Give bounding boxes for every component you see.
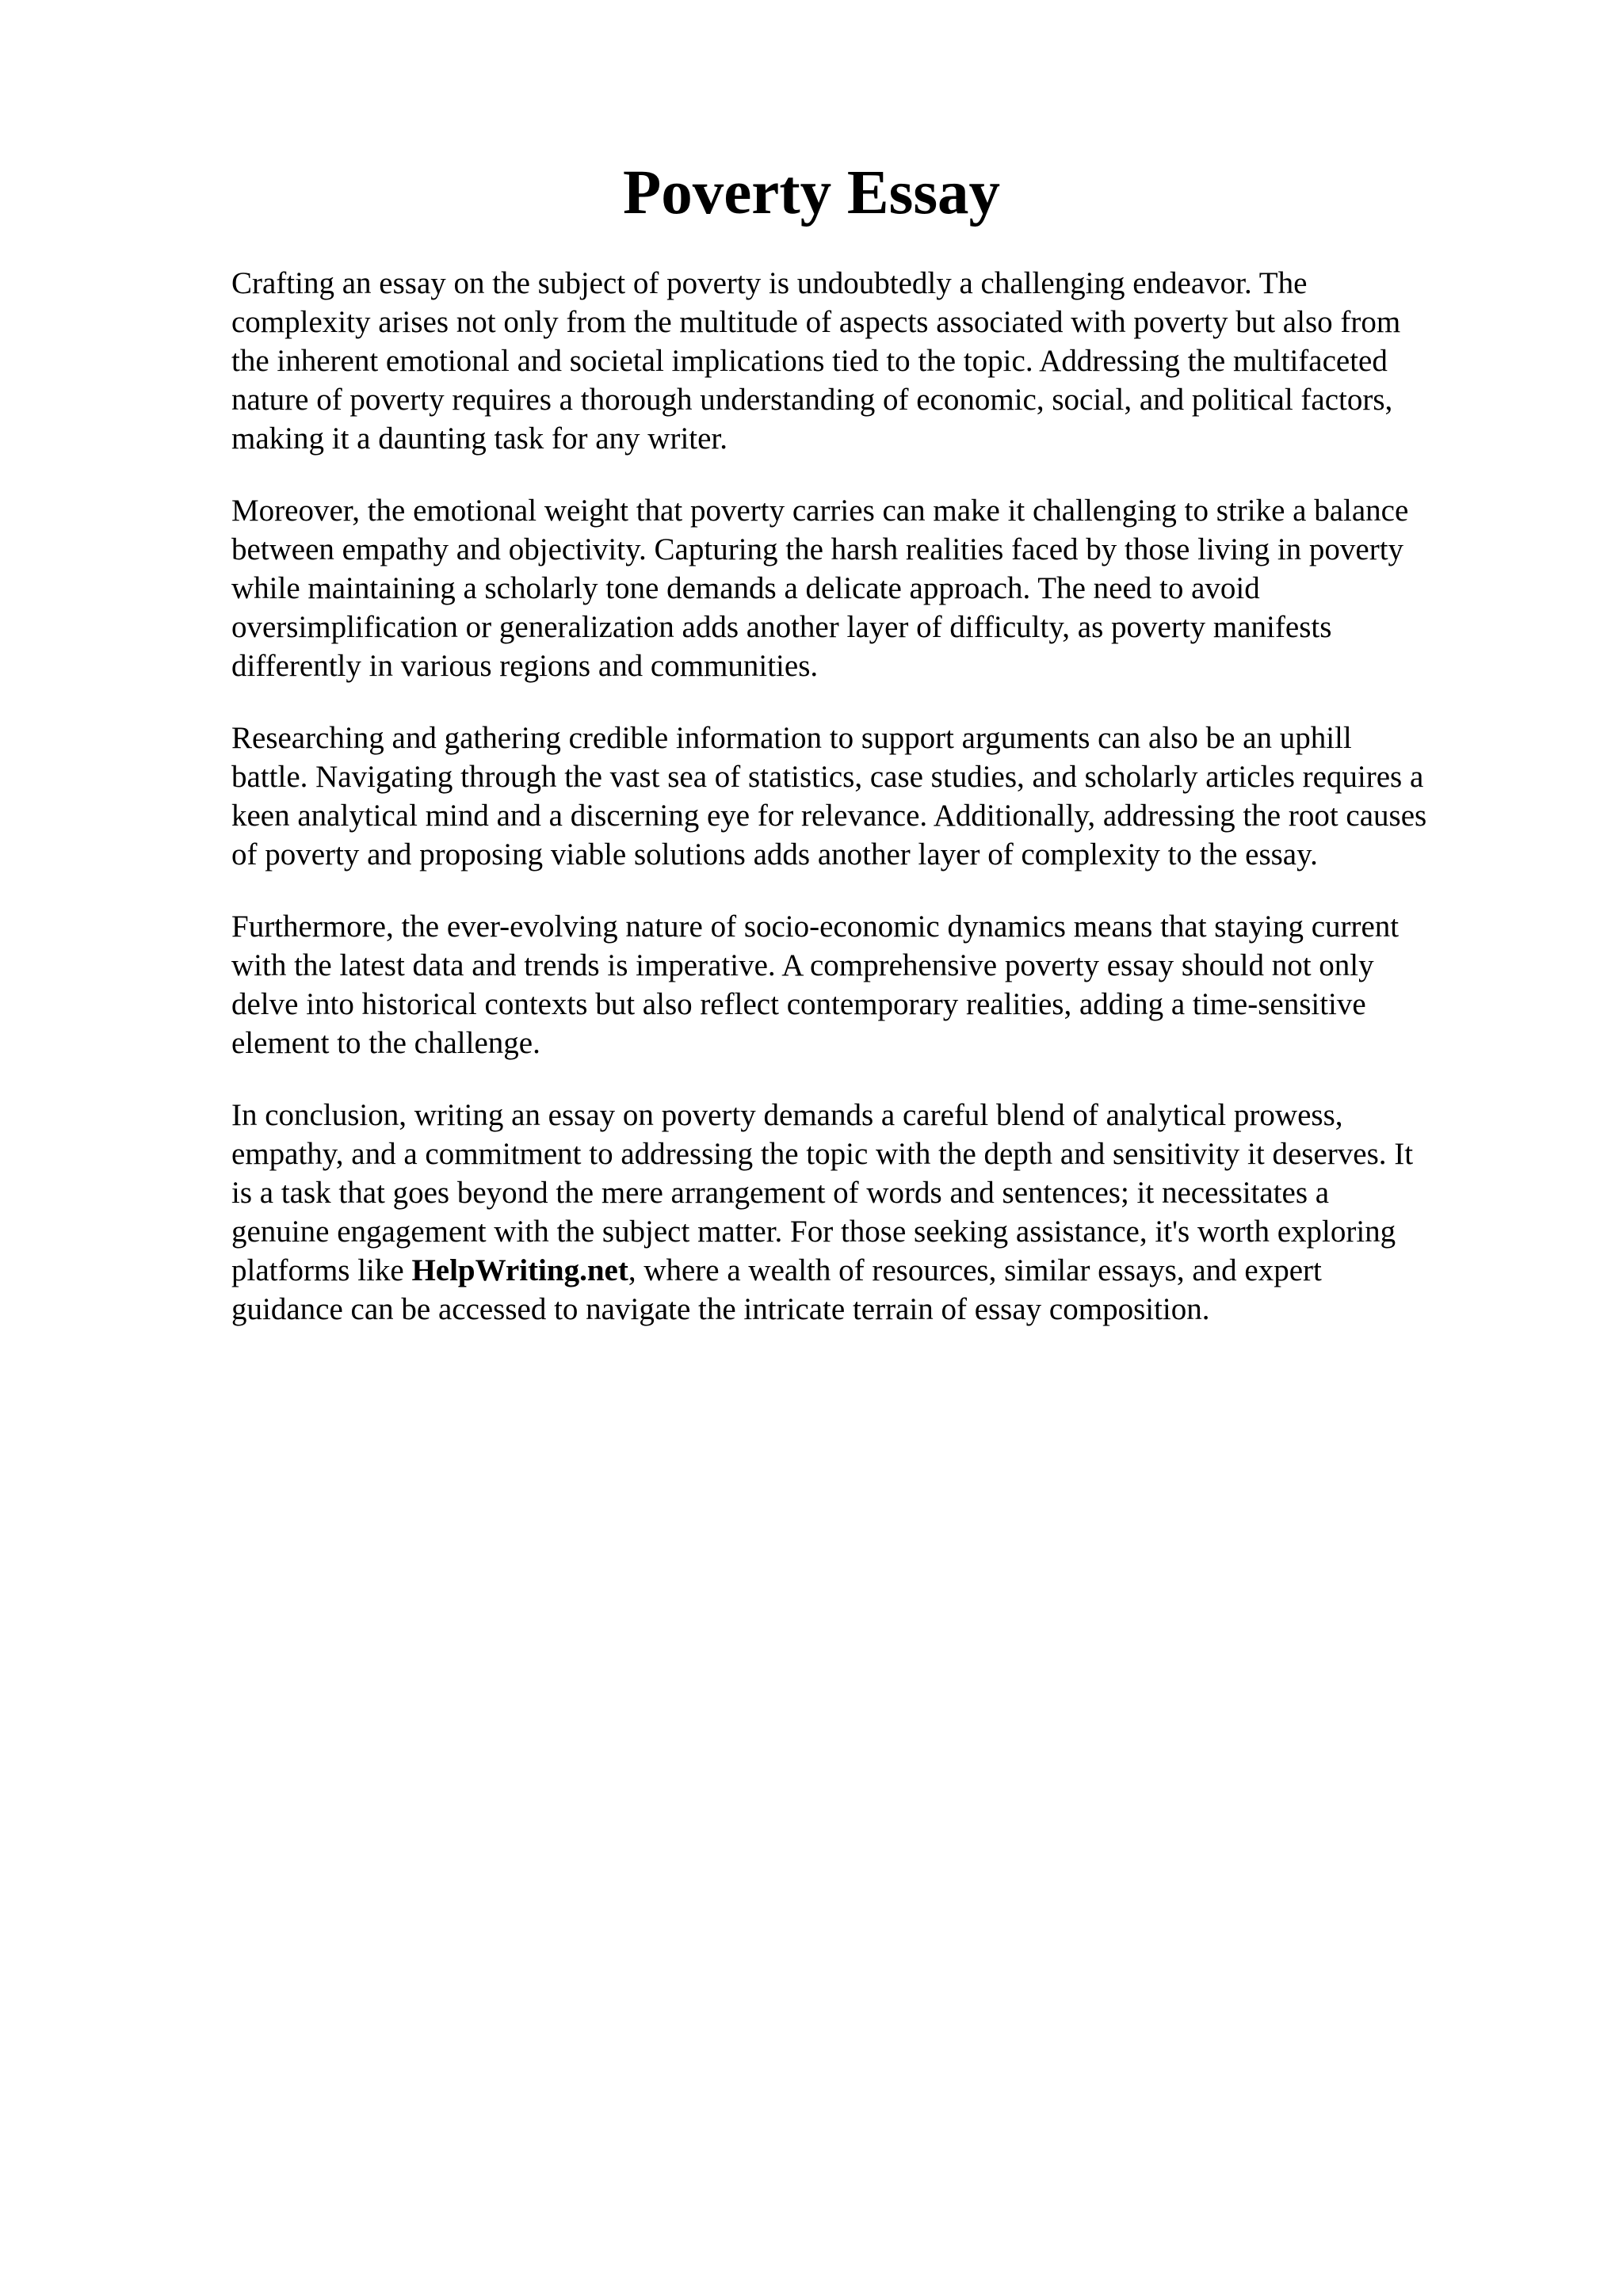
text-line: differently in various regions and communities. <box>231 649 819 683</box>
text-line: with the latest data and trends is imperative. A comprehensive poverty essay should not only <box>231 948 1374 982</box>
text-line: Moreover, the emotional weight that poverty carries can make it challenging to strike a balance <box>231 494 1409 528</box>
text-line: guidance can be accessed to navigate the intricate terrain of essay composition. <box>231 1292 1210 1326</box>
text-line-with-link <box>231 1251 1515 1290</box>
text-line: In conclusion, writing an essay on poverty demands a careful blend of analytical prowess, <box>231 1098 1343 1132</box>
text-line: genuine engagement with the subject matter. For those seeking assistance, it's worth exploring <box>231 1215 1396 1249</box>
text-line: while maintaining a scholarly tone demands a delicate approach. The need to avoid <box>231 571 1260 605</box>
text-line: battle. Navigating through the vast sea of statistics, case studies, and scholarly articles requires a <box>231 760 1424 794</box>
paragraph-2 <box>231 491 1515 685</box>
paragraph-5 <box>231 1096 1515 1329</box>
text-line: element to the challenge. <box>231 1026 540 1060</box>
paragraph-3 <box>231 719 1515 874</box>
text-line: empathy, and a commitment to addressing the topic with the depth and sensitivity it deserves. It <box>231 1137 1414 1171</box>
link-prefix-text: platforms like <box>231 1253 412 1287</box>
paragraph-1 <box>231 264 1515 458</box>
text-line: Furthermore, the ever-evolving nature of socio-economic dynamics means that staying current <box>231 910 1400 944</box>
text-line: delve into historical contexts but also reflect contemporary realities, adding a time-sensitive <box>231 987 1366 1021</box>
text-line: keen analytical mind and a discerning eye for relevance. Additionally, addressing the root causes <box>231 799 1427 833</box>
page-title: Poverty Essay <box>622 158 1001 227</box>
text-line: making it a daunting task for any writer. <box>231 421 728 456</box>
text-line: between empathy and objectivity. Capturing the harsh realities faced by those living in poverty <box>231 532 1404 566</box>
text-line: oversimplification or generalization adds another layer of difficulty, as poverty manifests <box>231 610 1332 644</box>
text-line: is a task that goes beyond the mere arrangement of words and sentences; it necessitates a <box>231 1176 1330 1210</box>
text-line: of poverty and proposing viable solutions adds another layer of complexity to the essay. <box>231 837 1318 871</box>
essay-body <box>231 264 1515 1362</box>
text-line: Researching and gathering credible information to support arguments can also be an uphill <box>231 721 1352 755</box>
paragraph-4 <box>231 907 1515 1062</box>
link-suffix-text: , where a wealth of resources, similar essays, and expert <box>628 1253 1322 1287</box>
text-line: complexity arises not only from the multitude of aspects associated with poverty but also from <box>231 305 1401 339</box>
text-line: Crafting an essay on the subject of poverty is undoubtedly a challenging endeavor. The <box>231 266 1308 300</box>
text-line: nature of poverty requires a thorough understanding of economic, social, and political factors, <box>231 383 1393 417</box>
text-line: the inherent emotional and societal implications tied to the topic. Addressing the multifaceted <box>231 344 1388 378</box>
helpwriting-link[interactable]: HelpWriting.net <box>411 1253 628 1287</box>
